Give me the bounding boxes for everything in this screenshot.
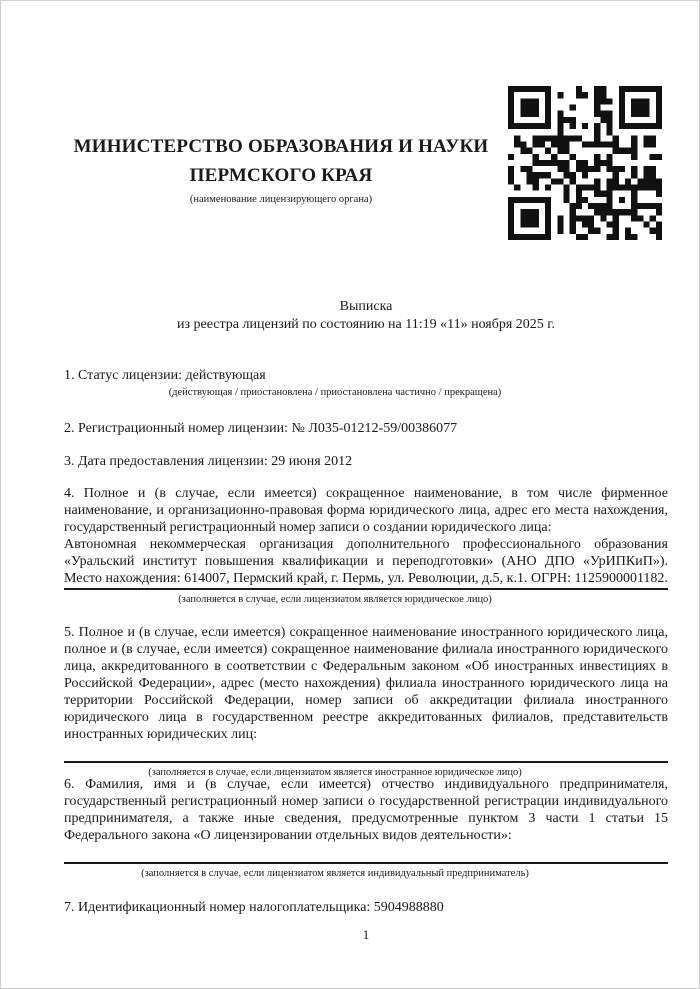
fill-line	[64, 588, 668, 590]
section-taxpayer-number	[64, 899, 668, 916]
ministry-name-line2: ПЕРМСКОГО КРАЯ	[189, 165, 373, 186]
legal-entity-answer: Автономная некоммерческая организация дополнительного профессионального образования «Уральский институт повышения квалификации и переподготовки» (АНО ДПО «УрИПКиП»). Место нахождения: 614007, Пермский край, г. Пермь, ул. Революции, д.5, к.1. ОГРН: 1125900001182.	[64, 537, 668, 586]
foreign-entity-caption: (заполняется в случае, если лицензиатом является иностранное юридическое лицо)	[148, 767, 522, 778]
page-number: 1	[362, 927, 370, 942]
fill-line	[64, 862, 668, 864]
registration-number-text: 2. Регистрационный номер лицензии: № Л035-01212-59/00386077	[64, 421, 458, 436]
legal-entity-question: 4. Полное и (в случае, если имеется) сокращенное наименование, в том числе фирменное наименование, и организационно-правовая форма юридического лица, адрес его места нахождения, государственный регистрационный номер записи о создании юридического лица:	[64, 486, 668, 535]
ministry-caption: (наименование лицензирующего органа)	[189, 194, 373, 205]
section-individual-entrepreneur	[64, 776, 668, 880]
individual-entrepreneur-caption: (заполняется в случае, если лицензиатом является индивидуальный предприниматель)	[141, 868, 529, 879]
section-foreign-entity	[64, 624, 668, 779]
license-grant-date-text: 3. Дата предоставления лицензии: 29 июня 2012	[64, 454, 353, 469]
section-license-grant-date	[64, 453, 668, 470]
individual-entrepreneur-answer-blank	[64, 844, 668, 861]
qr-code	[508, 86, 662, 240]
section-legal-entity-name	[64, 485, 668, 606]
section-license-status	[64, 367, 668, 399]
foreign-entity-question: 5. Полное и (в случае, если имеется) сокращенное наименование иностранного юридического лица, полное и (в случае, если имеется) сокращенное наименование филиала иностранного юридического лица, аккредитованного в соответствии с Федеральным законом «Об иностранных инвестициях в Российской Федерации», адрес (место нахождения) филиала иностранного юридического лица на территории Российской Федерации, номер записи об аккредитации филиала иностранного юридического лица в государственном реестре аккредитованных филиалов, представительств иностранных юридических лиц:	[64, 625, 668, 742]
document-title-line2: из реестра лицензий по состоянию на 11:19 «11» ноября 2025 г.	[177, 317, 555, 332]
individual-entrepreneur-question: 6. Фамилия, имя и (в случае, если имеется) отчество индивидуального предпринимателя, государственный регистрационный номер записи о государственной регистрации индивидуального предпринимателя, а также иные сведения, предусмотренные пунктом 3 части 1 статьи 15 Федерального закона «О лицензировании отдельных видов деятельности»:	[64, 777, 668, 843]
license-status-caption: (действующая / приостановлена / приостановлена частично / прекращена)	[168, 387, 502, 398]
ministry-name-line1: МИНИСТЕРСТВО ОБРАЗОВАНИЯ И НАУКИ	[73, 136, 489, 157]
document-title	[64, 298, 668, 334]
qr-code-image	[508, 86, 662, 240]
license-status-text: 1. Статус лицензии: действующая	[64, 368, 266, 383]
taxpayer-number-text: 7. Идентификационный номер налогоплательщика: 5904988880	[64, 900, 444, 915]
foreign-entity-answer-blank	[64, 743, 668, 760]
licensing-authority-header	[64, 132, 498, 206]
document-title-line1: Выписка	[339, 299, 393, 314]
legal-entity-caption: (заполняется в случае, если лицензиатом является юридическое лицо)	[178, 594, 492, 605]
fill-line	[64, 761, 668, 763]
section-registration-number	[64, 420, 668, 437]
